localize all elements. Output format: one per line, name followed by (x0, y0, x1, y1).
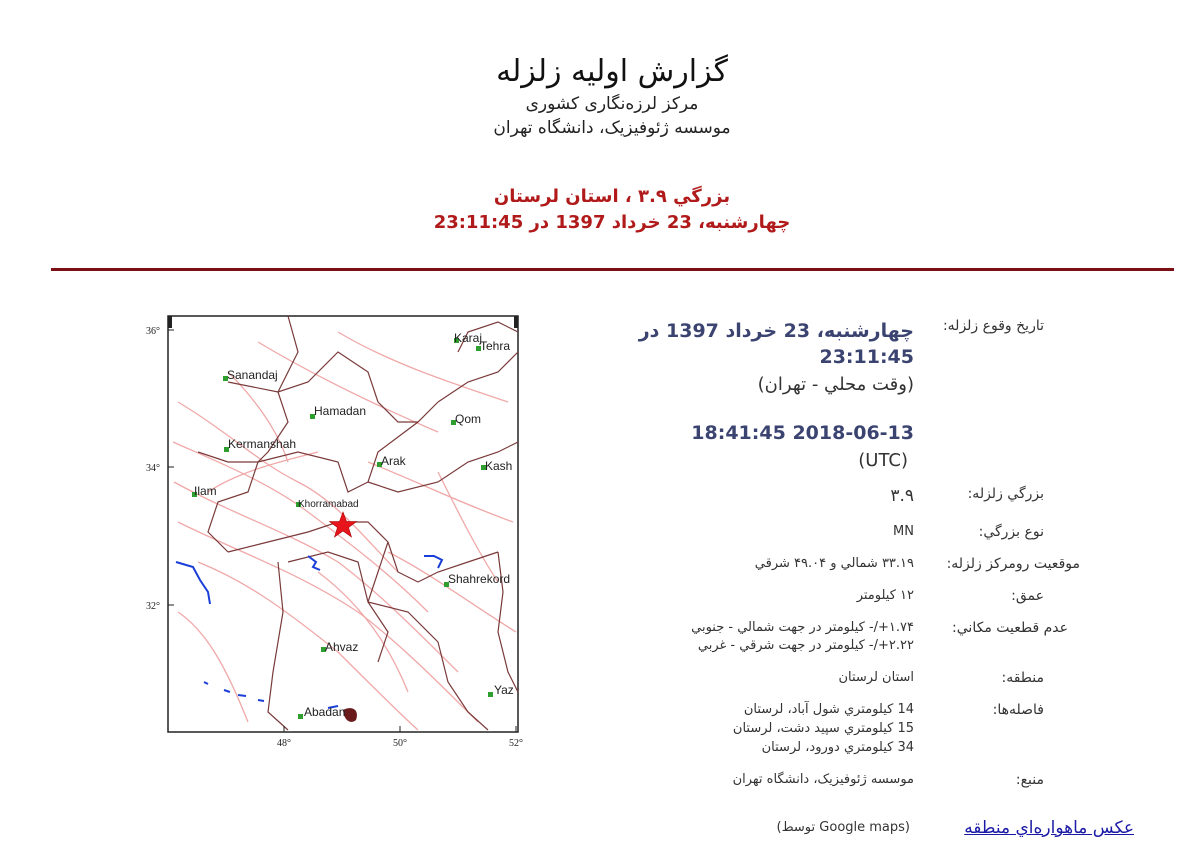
lon-tick-label: 48° (277, 738, 291, 749)
lat-tick-label: 34° (146, 463, 160, 474)
city-label: Tehra (480, 339, 511, 353)
city-label: Qom (455, 412, 482, 426)
magnitude-value: ۳.۹ (890, 486, 914, 506)
institute-name: موسسه ژئوفیزیک، دانشگاه تهران (493, 118, 731, 138)
map-svg (138, 312, 530, 752)
epicenter-map (138, 312, 530, 752)
satellite-image-link[interactable]: عکس ماهواره‌اي منطقه (964, 818, 1134, 838)
timezone-local: (وقت محلي - تهران) (757, 374, 914, 395)
headline-datetime: چهارشنبه، 23 خرداد 1397 در 23:11:45 (433, 212, 791, 233)
distances-label: فاصله‌ها: (992, 702, 1044, 718)
lat-tick-label: 36° (146, 326, 160, 337)
header-divider (51, 268, 1174, 271)
distance-item: 15 کيلومتري سپيد دشت، لرستان (732, 721, 914, 736)
distance-item: 34 کيلومتري دورود، لرستان (761, 740, 914, 755)
lon-tick-label: 50° (393, 738, 407, 749)
distance-item: 14 کيلومتري شول آباد، لرستان (743, 702, 914, 717)
lat-tick-label: 32° (146, 601, 160, 612)
city-label: Abadan (304, 705, 346, 719)
city-label: Yaz (494, 683, 514, 697)
source-label: منبع: (1015, 772, 1044, 788)
uncertainty-label: عدم قطعيت مکاني: (952, 620, 1068, 636)
date-local-value: چهارشنبه، 23 خرداد 1397 در (638, 320, 914, 342)
center-name: مرکز لرزه‌نگاری کشوری (525, 94, 699, 114)
magnitude-label: بزرگي زلزله: (967, 486, 1044, 502)
region-label: منطقه: (1001, 670, 1044, 686)
city-label: Kash (485, 459, 513, 473)
uncertainty-ew: ۲.۲۲+/- کيلومتر در جهت شرقي - غربي (697, 638, 914, 653)
city-label: Arak (381, 454, 406, 468)
earthquake-headline (0, 184, 1200, 236)
epicenter-value: ۳۳.۱۹ شمالي و ۴۹.۰۴ شرقي (754, 556, 914, 571)
headline-magnitude-region: بزرگي ۳.۹ ، استان لرستان (493, 186, 731, 207)
city-label: Kermanshah (228, 437, 297, 451)
uncertainty-ns: ۱.۷۴+/- کيلومتر در جهت شمالي - جنوبي (691, 620, 914, 635)
mag-type-label: نوع بزرگي: (978, 524, 1044, 540)
city-label: Khorramabad (298, 499, 359, 510)
city-label: Ahvaz (325, 640, 359, 654)
report-header (0, 52, 1200, 140)
lon-tick-label: 52° (509, 738, 523, 749)
date-utc-value: 2018-06-13 18:41:45 (691, 422, 914, 444)
depth-value: ۱۲ کيلومتر (856, 588, 914, 603)
date-label: تاریخ وقوع زلزله: (942, 318, 1044, 334)
depth-label: عمق: (1011, 588, 1044, 604)
region-value: استان لرستان (838, 670, 914, 685)
mag-type-value: MN (893, 524, 914, 539)
city-label: Ilam (194, 484, 217, 498)
city-label: Shahrekord (448, 572, 511, 586)
page-title: گزارش اولیه زلزله (496, 54, 728, 89)
city-label: Sanandaj (227, 368, 278, 382)
city-label: Hamadan (314, 404, 367, 418)
source-value: موسسه ژئوفيزيک، دانشگاه تهران (732, 772, 914, 787)
satellite-note: (توسط Google maps) (776, 820, 910, 835)
time-local-value: 23:11:45 (819, 346, 914, 368)
city-label: Karaj (454, 331, 483, 345)
epicenter-label: موقعيت رومرکز زلزله: (946, 556, 1080, 572)
timezone-utc: (UTC) (858, 450, 908, 471)
